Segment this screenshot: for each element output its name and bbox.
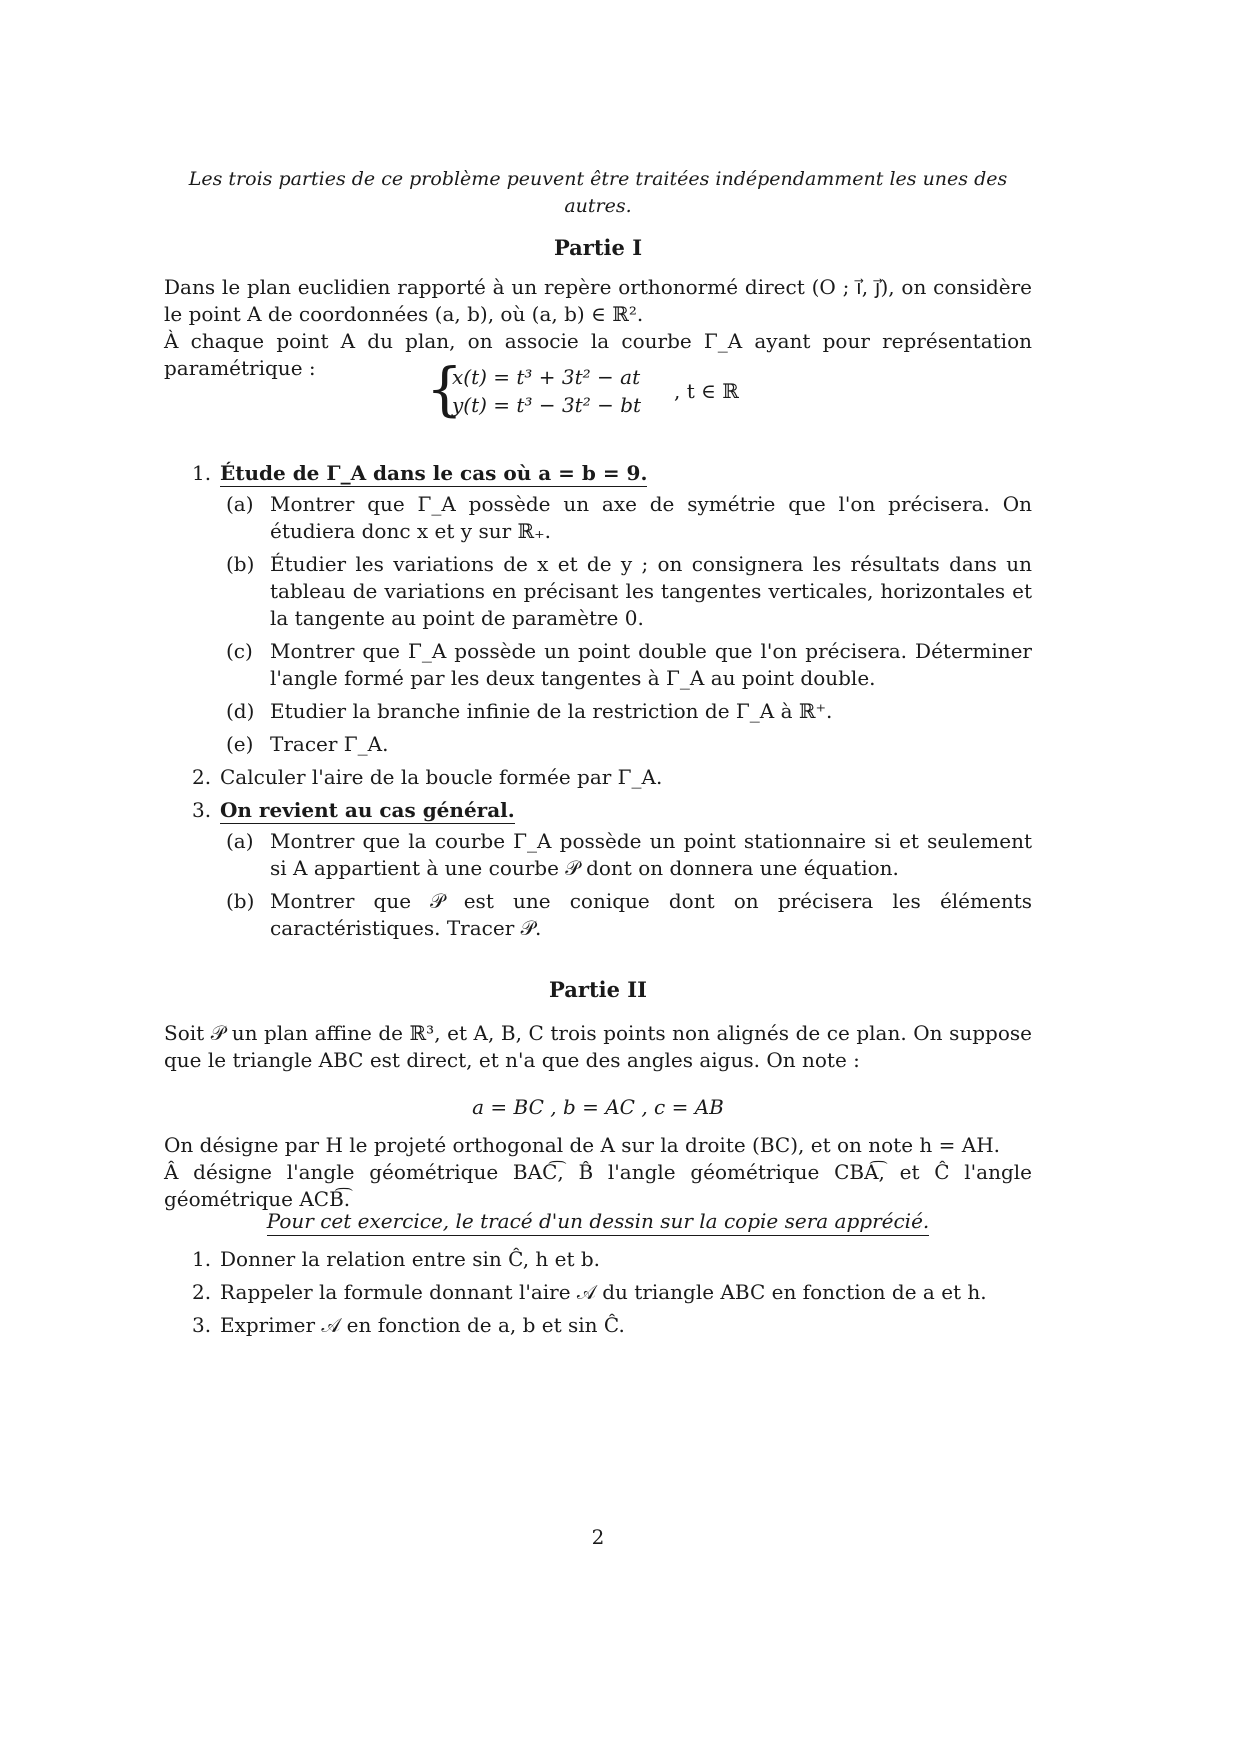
list-subitem (192, 551, 1032, 632)
item-number: 1. (192, 1247, 212, 1271)
part2-question-list (192, 1246, 1032, 1345)
item-number: 1. (192, 461, 212, 485)
drawing-note (164, 1208, 1032, 1235)
list-item (192, 1312, 1032, 1339)
part2-title: Partie II (549, 977, 647, 1002)
list-subitem (192, 698, 1032, 725)
item-number: 3. (192, 1313, 212, 1337)
part2-paragraph-2: On désigne par H le projeté orthogonal de A sur la droite (BC), et on note h = AH. (164, 1133, 1000, 1157)
part1-title: Partie I (553, 235, 643, 260)
list-subitem (192, 638, 1032, 692)
part2-intro (164, 1020, 1032, 1074)
side-definitions: a = BC , b = AC , c = AB (472, 1095, 724, 1119)
item-text: Calculer l'aire de la boucle formée par Γ_A. (220, 765, 663, 789)
part2-paragraph-1: Soit 𝒫 un plan affine de ℝ³, et A, B, C trois points non alignés de ce plan. On suppose que le triangle ABC est direct, et n'a que des angles aigus. On note : (164, 1021, 1032, 1072)
list-item (192, 1279, 1032, 1306)
subitem-label: (e) (226, 732, 254, 756)
item-number: 2. (192, 765, 212, 789)
page-number: 2 (591, 1525, 605, 1549)
item-number: 2. (192, 1280, 212, 1304)
equation-domain: , t ∈ ℝ (674, 379, 739, 403)
list-subitem (192, 491, 1032, 545)
item-text: Exprimer 𝒜 en fonction de a, b et sin Ĉ. (220, 1313, 625, 1337)
intro-note: Les trois parties de ce problème peuvent être traitées indépendamment les unes des autres. (188, 168, 1008, 217)
part1-paragraph-2: À chaque point A du plan, on associe la courbe Γ_A ayant pour représentation paramétrique : (164, 329, 1032, 380)
subitem-label: (b) (226, 552, 255, 576)
part1-paragraph-1: Dans le plan euclidien rapporté à un repère orthonormé direct (O ; i⃗, j⃗), on considère le point A de coordonnées (a, b), où (a, b) ∈ ℝ². (164, 275, 1032, 326)
item-heading: On revient au cas général. (220, 798, 515, 822)
part2-definitions (164, 1132, 1032, 1213)
subitem-text: Tracer Γ_A. (270, 732, 389, 756)
item-heading: Étude de Γ_A dans le cas où a = b = 9. (220, 461, 648, 485)
part1-question-list (192, 460, 1032, 948)
item-number: 3. (192, 798, 212, 822)
subitem-text: Étudier les variations de x et de y ; on consignera les résultats dans un tableau de variations en précisant les tangentes verticales, horizontales et la tangente au point de paramètre 0. (270, 552, 1032, 630)
list-item (192, 764, 1032, 791)
list-item (192, 797, 1032, 942)
left-brace: { (426, 355, 463, 423)
drawing-note-text: Pour cet exercice, le tracé d'un dessin sur la copie sera apprécié. (267, 1209, 930, 1236)
subitem-label: (c) (226, 639, 253, 663)
list-subitem (192, 731, 1032, 758)
part2-paragraph-3: Â désigne l'angle géométrique BAC͡, B̂ l'angle géométrique CBA͡, et Ĉ l'angle géométrique ACB͡. (164, 1160, 1032, 1211)
list-item (192, 1246, 1032, 1273)
document-page (164, 0, 1032, 1754)
subitem-label: (b) (226, 889, 255, 913)
subitem-text: Montrer que Γ_A possède un axe de symétrie que l'on précisera. On étudiera donc x et y sur ℝ₊. (270, 492, 1032, 543)
list-subitem (192, 828, 1032, 882)
equation-x: x(t) = t³ + 3t² − at (452, 365, 641, 389)
item-text: Rappeler la formule donnant l'aire 𝒜 du triangle ABC en fonction de a et h. (220, 1280, 987, 1304)
subitem-label: (a) (226, 492, 254, 516)
item-text: Donner la relation entre sin Ĉ, h et b. (220, 1247, 601, 1271)
list-subitem (192, 888, 1032, 942)
subitem-label: (d) (226, 699, 255, 723)
list-item (192, 460, 1032, 758)
subitem-text: Montrer que Γ_A possède un point double que l'on précisera. Déterminer l'angle formé par les deux tangentes à Γ_A au point double. (270, 639, 1032, 690)
parametric-system (164, 355, 1032, 424)
equation-y: y(t) = t³ − 3t² − bt (452, 393, 642, 417)
subitem-text: Montrer que 𝒫 est une conique dont on précisera les éléments caractéristiques. Tracer 𝒫. (270, 889, 1032, 940)
subitem-text: Montrer que la courbe Γ_A possède un point stationnaire si et seulement si A appartient à une courbe 𝒫 dont on donnera une équation. (270, 829, 1032, 880)
subitem-label: (a) (226, 829, 254, 853)
subitem-text: Etudier la branche infinie de la restriction de Γ_A à ℝ⁺. (270, 699, 833, 723)
